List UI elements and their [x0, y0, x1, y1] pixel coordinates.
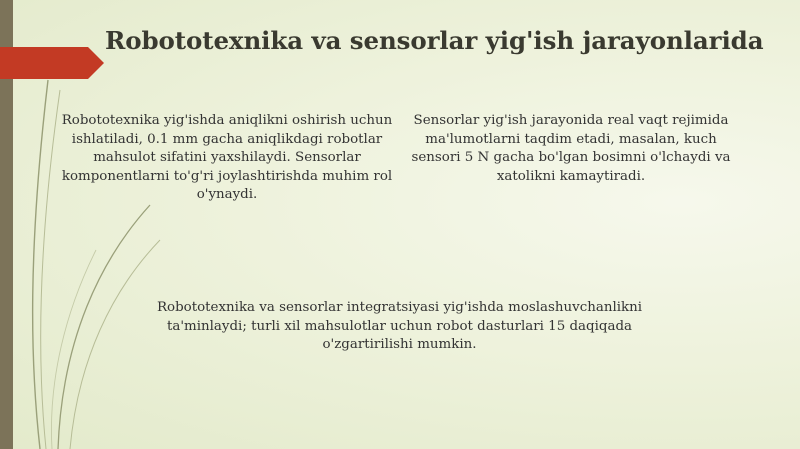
paragraph-bottom: Robototexnika va sensorlar integratsiyasi yig'ishda moslashuvchanlikni ta'minlaydi; turli xil mahsulotlar uchun robot dasturlari 15 daqiqada o'zgartirilishi mumkin.: [156, 300, 643, 352]
paragraph-right: Sensorlar yig'ish jarayonida real vaqt rejimida ma'lumotlarni taqdim etadi, masalan, kuch sensori 5 N gacha bo'lgan bosimni o'lchaydi va xatolikni kamaytiradi.: [411, 113, 731, 184]
title-arrow-marker: [0, 47, 104, 79]
paragraph-left: Robototexnika yig'ishda aniqlikni oshirish uchun ishlatiladi, 0.1 mm gacha aniqlikdagi robotlar mahsulot sifatini yaxshilaydi. Sensorlar komponentlarni to'g'ri joylashtirishda muhim rol o'ynaydi.: [61, 113, 393, 202]
slide-title: Robototexnika va sensorlar yig'ish jarayonlarida: [105, 26, 764, 55]
